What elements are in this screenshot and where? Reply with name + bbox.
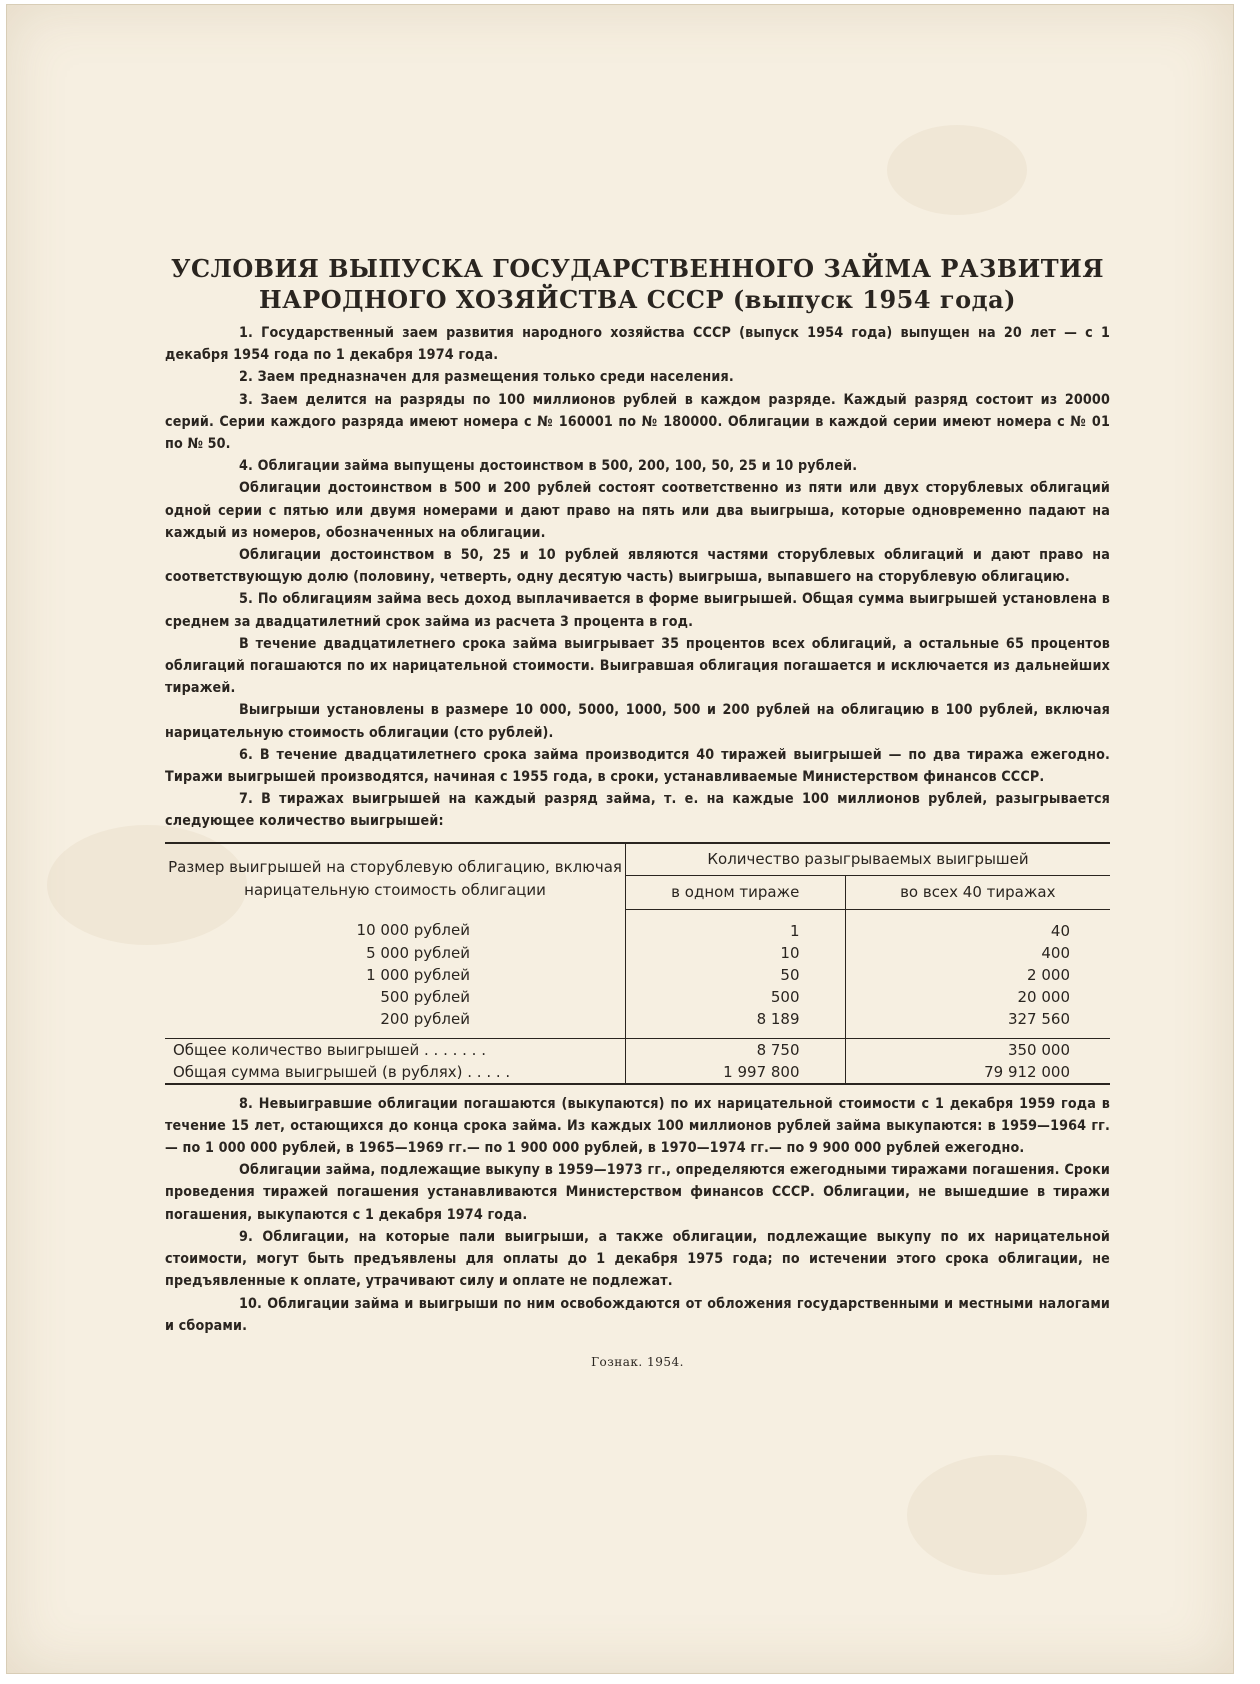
clause-10: 10. Облигации займа и выигрыши по ним освобождаются от обложения государственными и местными налогами и сборами. bbox=[165, 1295, 1110, 1334]
prize-amount: 1 000 рублей bbox=[165, 964, 626, 986]
total-sum-row bbox=[165, 1061, 1110, 1084]
clause-8-part-2: Облигации займа, подлежащие выкупу в 1959—1973 гг., определяются ежегодными тиражами погашения. Сроки проведения тиражей погашения устанавливаются Министерством финансов СССР. Облигации, не вышедшие в тиражи погашения, выкупаются с 1 декабря 1974 года. bbox=[165, 1162, 1110, 1223]
prize-count-one-draw: 1 bbox=[626, 909, 846, 942]
clause-5: 5. По облигациям займа весь доход выплачивается в форме выигрышей. Общая сумма выигрышей установлена в среднем за двадцатилетний срок займа из расчета 3 процента в год. bbox=[165, 591, 1110, 630]
total-count-row bbox=[165, 1038, 1110, 1061]
clause-5-part-3: Выигрыши установлены в размере 10 000, 5000, 1000, 500 и 200 рублей на облигацию в 100 рублей, включая нарицательную стоимость облигации (сто рублей). bbox=[165, 702, 1110, 741]
clause-3: 3. Заем делится на разряды по 100 миллионов рублей в каждом разряде. Каждый разряд состоит из 20000 серий. Серии каждого разряда имеют номера с № 160001 по № 180000. Облигации в каждой серии имеют номера с № 01 по № 50. bbox=[165, 391, 1110, 453]
document-body bbox=[165, 253, 1110, 1369]
clause-4-part-3: Облигации достоинством в 50, 25 и 10 рублей являются частями сторублевых облигаций и дают право на соответствующую долю (половину, четверть, одну десятую часть) выигрыша, выпавшего на сторублевую облигацию. bbox=[165, 547, 1110, 586]
table-row bbox=[165, 964, 1110, 986]
document-title bbox=[165, 253, 1110, 315]
prize-amount: 5 000 рублей bbox=[165, 942, 626, 964]
table-row bbox=[165, 1008, 1110, 1030]
table-row bbox=[165, 942, 1110, 964]
total-count-all-draws: 350 000 bbox=[845, 1038, 1110, 1061]
prize-count-all-draws: 40 bbox=[1050, 921, 1070, 940]
clause-2: 2. Заем предназначен для размещения только среди населения. bbox=[239, 369, 734, 386]
clause-8: 8. Невыигравшие облигации погашаются (выкупаются) по их нарицательной стоимости с 1 декабря 1959 года в течение 15 лет, остающихся до конца срока займа. Из каждых 100 миллионов рублей займа выкупаются: в 1959—1964 гг.— по 1 000 000 рублей, в 1965—1969 гг.— по 1 900 000 рублей, в 1970—1974 гг.— по 9 900 000 рублей ежегодно. bbox=[165, 1095, 1110, 1157]
clause-6: 6. В течение двадцатилетнего срока займа производится 40 тиражей выигрышей — по два тиража ежегодно. Тиражи выигрышей производятся, начиная с 1955 года, в сроки, устанавливаемые Министерством финансов СССР. bbox=[165, 746, 1110, 786]
prize-count-one-draw: 8 189 bbox=[626, 1008, 846, 1030]
prize-table bbox=[165, 842, 1110, 1085]
prize-count-all-draws: 20 000 bbox=[1017, 987, 1070, 1006]
prize-size-header: Размер выигрышей на сторублевую облигацию, включая нарицательную стоимость облигации bbox=[165, 843, 626, 910]
prize-count-one-draw: 50 bbox=[626, 964, 846, 986]
prize-count-one-draw: 500 bbox=[626, 986, 846, 1008]
title-line-1: УСЛОВИЯ ВЫПУСКА ГОСУДАРСТВЕННОГО ЗАЙМА РАЗВИТИЯ bbox=[171, 254, 1104, 283]
paper-stain bbox=[887, 125, 1027, 215]
prize-amount: 200 рублей bbox=[165, 1008, 626, 1030]
prize-count-header: Количество разыгрываемых выигрышей bbox=[626, 843, 1111, 876]
total-count-label: Общее количество выигрышей . . . . . . . bbox=[165, 1038, 626, 1061]
prize-count-all-draws: 400 bbox=[1041, 943, 1070, 962]
printer-imprint: Гознак. 1954. bbox=[591, 1354, 684, 1369]
all-draws-header: во всех 40 тиражах bbox=[845, 875, 1110, 909]
total-count-one-draw: 8 750 bbox=[626, 1038, 846, 1061]
clause-1: 1. Государственный заем развития народного хозяйства СССР (выпуск 1954 года) выпущен на 20 лет — с 1 декабря 1954 года по 1 декабря 1974 года. bbox=[165, 325, 1110, 364]
paper-stain bbox=[907, 1455, 1087, 1575]
total-sum-one-draw: 1 997 800 bbox=[626, 1061, 846, 1084]
clause-4-part-2: Облигации достоинством в 500 и 200 рублей состоят соответственно из пяти или двух сторублевых облигаций одной серии с пятью или двумя номерами и дают право на пять или два выигрыша, которые одновременно падают на каждый из номеров, обозначенных на облигации. bbox=[165, 480, 1110, 541]
table-row bbox=[165, 986, 1110, 1008]
clause-7: 7. В тиражах выигрышей на каждый разряд займа, т. е. на каждые 100 миллионов рублей, разыгрывается следующее количество выигрышей: bbox=[165, 791, 1110, 830]
table-row bbox=[165, 909, 1110, 942]
bond-sheet bbox=[6, 4, 1234, 1674]
prize-amount: 500 рублей bbox=[165, 986, 626, 1008]
clause-9: 9. Облигации, на которые пали выигрыши, а также облигации, подлежащие выкупу по их нарицательной стоимости, могут быть предъявлены для оплаты до 1 декабря 1975 года; по истечении этого срока облигации, не предъявленные к оплате, утрачивают силу и оплате не подлежат. bbox=[165, 1228, 1110, 1290]
total-sum-label: Общая сумма выигрышей (в рублях) . . . . . bbox=[165, 1061, 626, 1084]
title-line-2: НАРОДНОГО ХОЗЯЙСТВА СССР (выпуск 1954 года) bbox=[258, 285, 1017, 314]
one-draw-header: в одном тираже bbox=[626, 875, 846, 909]
prize-count-one-draw: 10 bbox=[626, 942, 846, 964]
clause-5-part-2: В течение двадцатилетнего срока займа выигрывает 35 процентов всех облигаций, а остальные 65 процентов облигаций погашаются по их нарицательной стоимости. Выигравшая облигация погашается и исключается из дальнейших тиражей. bbox=[165, 635, 1110, 697]
prize-amount: 10 000 рублей bbox=[165, 909, 626, 942]
total-sum-all-draws: 79 912 000 bbox=[845, 1061, 1110, 1084]
clause-4: 4. Облигации займа выпущены достоинством в 500, 200, 100, 50, 25 и 10 рублей. bbox=[239, 458, 858, 475]
prize-count-all-draws: 327 560 bbox=[1007, 1009, 1070, 1028]
prize-count-all-draws: 2 000 bbox=[1027, 965, 1070, 984]
